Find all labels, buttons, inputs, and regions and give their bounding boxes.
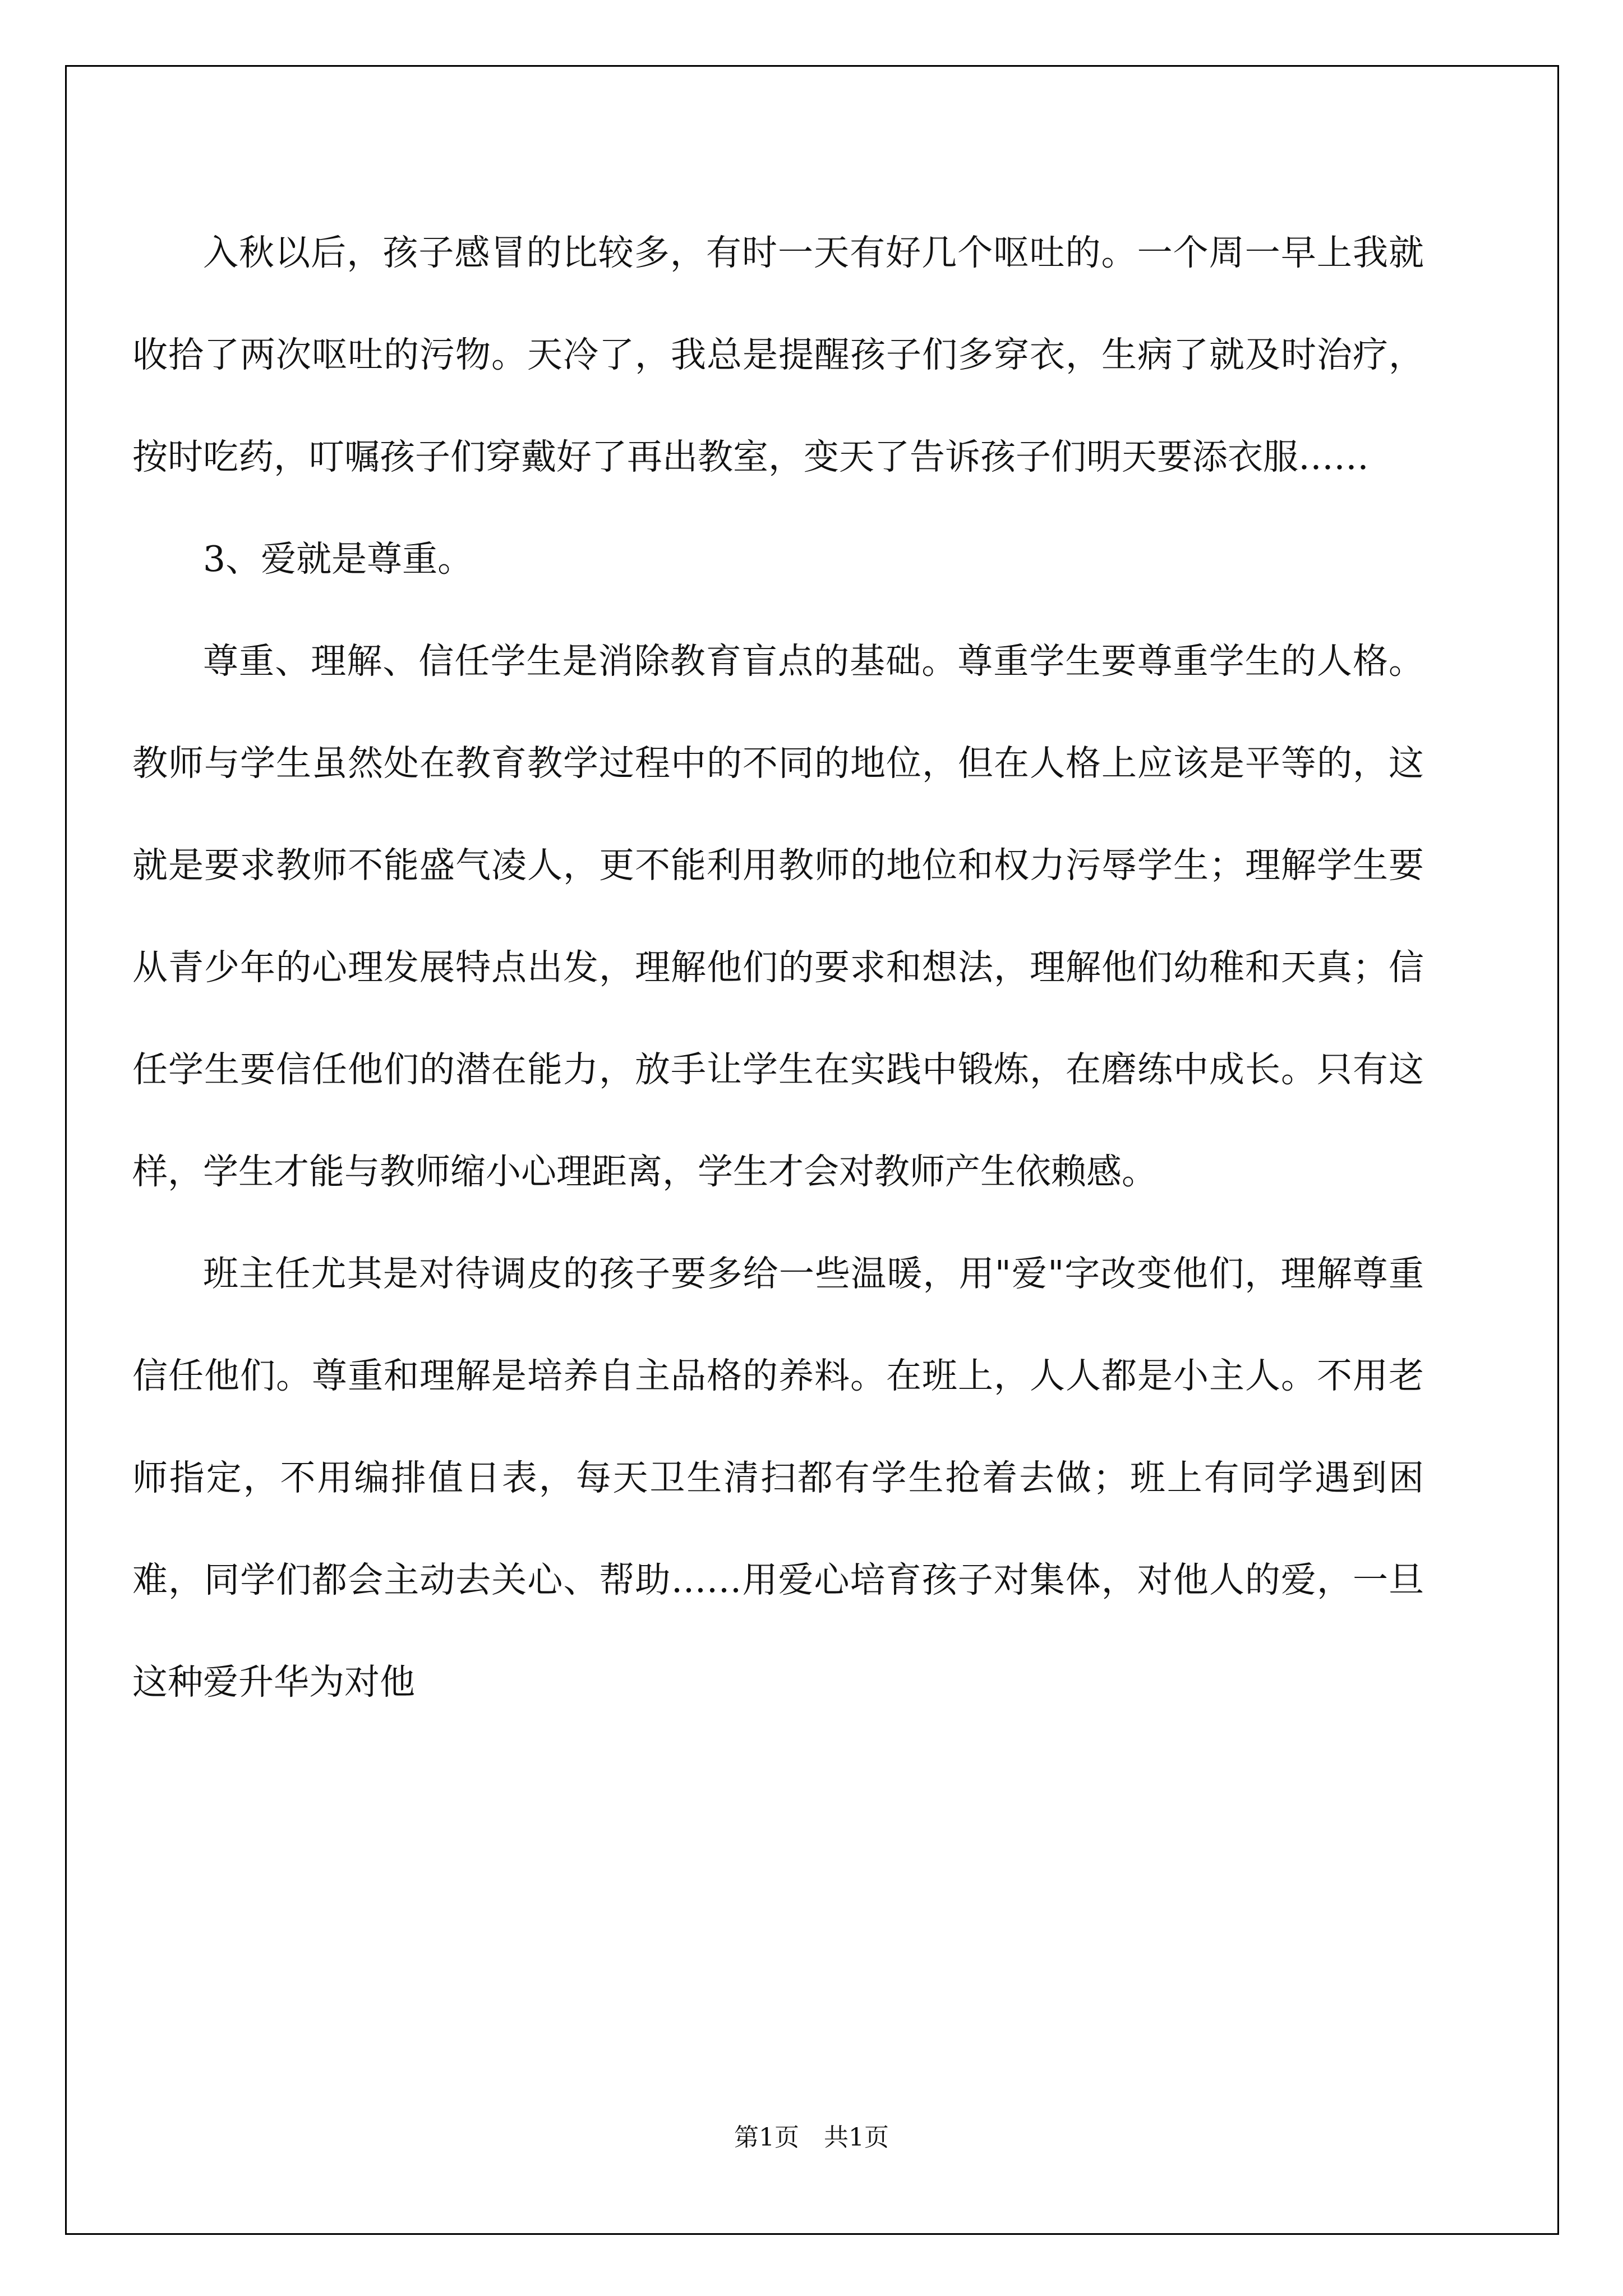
paragraph: 尊重、理解、信任学生是消除教育盲点的基础。尊重学生要尊重学生的人格。教师与学生虽然处在教育教学过程中的不同的地位，但在人格上应该是平等的，这就是要求教师不能盛气凌人，更不能利用教师的地位和权力污辱学生；理解学生要从青少年的心理发展特点出发，理解他们的要求和想法，理解他们幼稚和天真；信任学生要信任他们的潜在能力，放手让学生在实践中锻炼，在磨练中成长。只有这样，学生才能与教师缩小心理距离，学生才会对教师产生依赖感。	[132, 641, 1424, 1192]
paragraph: 班主任尤其是对待调皮的孩子要多给一些温暖，用"爱"字改变他们，理解尊重信任他们。尊重和理解是培养自主品格的养料。在班上，人人都是小主人。不用老师指定，不用编排值日表，每天卫生清扫都有学生抢着去做；班上有同学遇到困难，同学们都会主动去关心、帮助……用爱心培育孩子对集体，对他人的爱，一旦这种爱升华为对他	[132, 1253, 1424, 1703]
document-body	[132, 202, 1424, 1733]
paragraph: 入秋以后，孩子感冒的比较多，有时一天有好几个呕吐的。一个周一早上我就收拾了两次呕吐的污物。天冷了，我总是提醒孩子们多穿衣，生病了就及时治疗，按时吃药，叮嘱孩子们穿戴好了再出教室，变天了告诉孩子们明天要添衣服……	[132, 232, 1424, 477]
section-heading: 3、爱就是尊重。	[203, 539, 473, 579]
page-number-footer: 第1页 共1页	[734, 2123, 889, 2152]
